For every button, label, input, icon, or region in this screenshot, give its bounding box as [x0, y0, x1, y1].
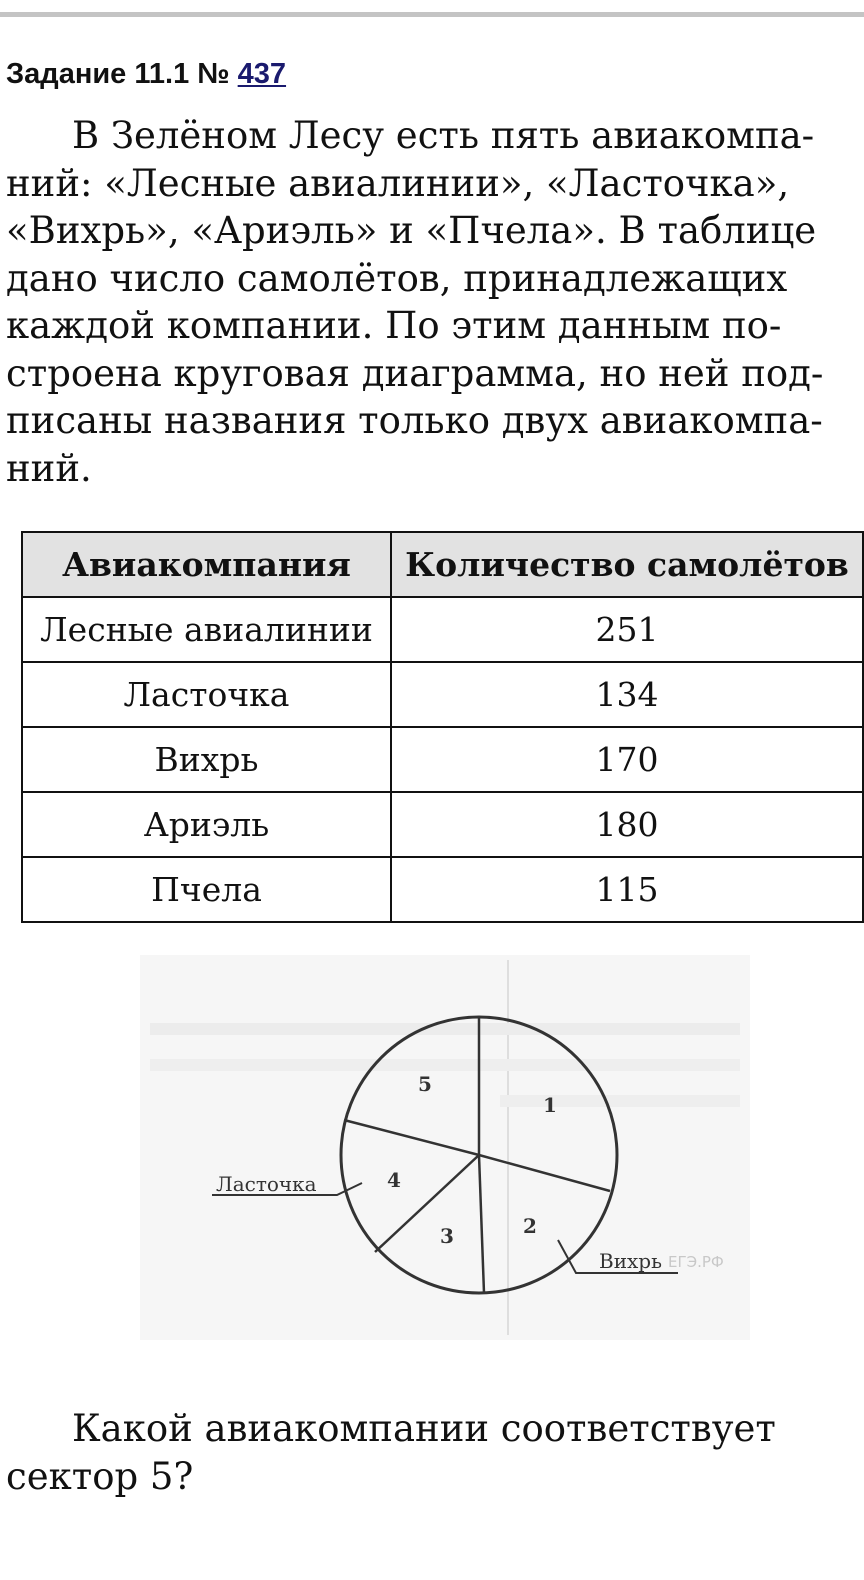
table-row	[22, 727, 863, 792]
column-header-planes: Количество самолётов	[391, 532, 863, 597]
question-line: Какой авиакомпании соответствует	[72, 1407, 776, 1450]
top-bar	[0, 0, 864, 17]
planes-cell: 170	[391, 727, 863, 792]
table-header-row	[22, 532, 863, 597]
problem-line: ний: «Лесные авиалинии», «Ласточка»,	[6, 161, 790, 205]
airline-cell: Вихрь	[22, 727, 391, 792]
airline-cell: Лесные авиалинии	[22, 597, 391, 662]
callout-label-vikhr: Вихрь	[599, 1249, 662, 1273]
problem-line: ний.	[6, 446, 92, 490]
callout-label-lastochka: Ласточка	[216, 1172, 317, 1196]
problem-line: каждой компании. По этим данным по-	[6, 304, 782, 347]
problem-line: писаны названия только двух авиакомпа-	[6, 399, 823, 442]
table-row	[22, 662, 863, 727]
sector-label-3: 3	[440, 1224, 454, 1248]
question-line: сектор 5?	[6, 1454, 194, 1498]
table-row	[22, 597, 863, 662]
table-row	[22, 857, 863, 922]
planes-cell: 134	[391, 662, 863, 727]
watermark-text: ЕГЭ.РФ	[668, 1253, 724, 1271]
airline-cell: Ласточка	[22, 662, 391, 727]
task-number-link[interactable]: 437	[237, 58, 287, 90]
question-text	[6, 1405, 776, 1500]
pie-chart-figure	[140, 955, 750, 1340]
task-header	[6, 58, 286, 91]
planes-cell: 180	[391, 792, 863, 857]
table-row	[22, 792, 863, 857]
sector-label-2: 2	[523, 1214, 537, 1238]
problem-line: дано число самолётов, принадлежащих	[6, 256, 788, 300]
problem-text	[6, 112, 864, 492]
problem-line: В Зелёном Лесу есть пять авиакомпа-	[72, 114, 815, 157]
column-header-airline: Авиакомпания	[22, 532, 391, 597]
sector-label-1: 1	[543, 1093, 557, 1117]
planes-cell: 251	[391, 597, 863, 662]
airline-cell: Пчела	[22, 857, 391, 922]
problem-line: строена круговая диаграмма, но ней под-	[6, 351, 824, 395]
sector-label-5: 5	[418, 1072, 432, 1096]
sector-label-4: 4	[387, 1168, 401, 1192]
figure-background	[140, 955, 750, 1340]
task-label: Задание 11.1 №	[6, 58, 230, 90]
airline-cell: Ариэль	[22, 792, 391, 857]
problem-line: «Вихрь», «Ариэль» и «Пчела». В таблице	[6, 209, 817, 252]
planes-cell: 115	[391, 857, 863, 922]
airlines-table	[21, 531, 864, 923]
